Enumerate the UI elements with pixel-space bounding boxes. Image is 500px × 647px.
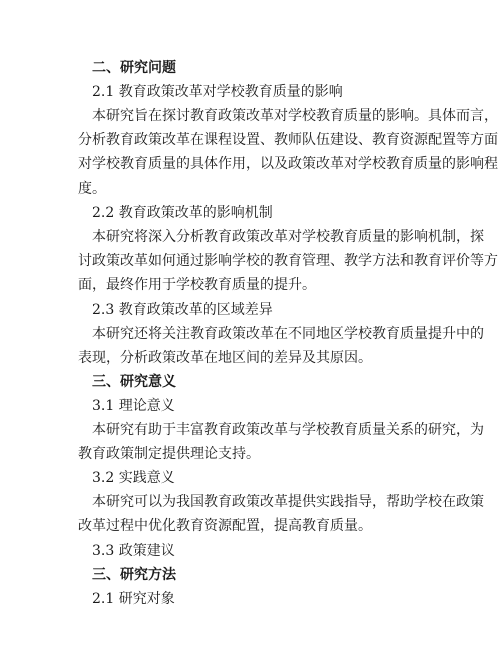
paragraph-line: 对学校教育质量的具体作用，以及政策改革对学校教育质量的影响程 (78, 156, 498, 173)
paragraph-line: 度。 (78, 180, 106, 197)
subsection-title-2-2: 2.2 教育政策改革的影响机制 (92, 205, 273, 221)
paragraph-2-3 (78, 322, 484, 370)
subsection-title-2-1: 2.1 教育政策改革对学校教育质量的影响 (92, 84, 343, 100)
subsection-title-3-1: 3.1 理论意义 (92, 398, 175, 414)
paragraph-line: 改革过程中优化教育资源配置，提高教育质量。 (78, 518, 372, 535)
section-heading-research-significance: 三、研究意义 (92, 374, 176, 390)
paragraph-line: 教育政策制定提供理论支持。 (78, 446, 260, 463)
section-heading-research-methods: 三、研究方法 (92, 567, 176, 583)
paragraph-2-1 (78, 104, 498, 201)
paragraph-line: 本研究还将关注教育政策改革在不同地区学校教育质量提升中的 (92, 326, 484, 342)
paragraph-line: 表现，分析政策改革在地区间的差异及其原因。 (78, 350, 372, 367)
subsection-title-3-2: 3.2 实践意义 (92, 470, 175, 486)
paragraph-line: 本研究可以为我国教育政策改革提供实践指导，帮助学校在政策 (92, 494, 484, 510)
paragraph-line: 本研究有助于丰富教育政策改革与学校教育质量关系的研究，为 (92, 422, 484, 438)
paragraph-3-1 (78, 418, 484, 466)
paragraph-line: 面，最终作用于学校教育质量的提升。 (78, 277, 316, 294)
paragraph-2-2 (78, 225, 498, 298)
paragraph-line: 讨政策改革如何通过影响学校的教育管理、教学方法和教育评价等方 (78, 253, 498, 270)
subsection-title-3-3: 3.3 政策建议 (92, 543, 175, 559)
paragraph-line: 分析教育政策改革在课程设置、教师队伍建设、教育资源配置等方面 (78, 132, 498, 149)
section-heading-research-questions: 二、研究问题 (92, 60, 176, 76)
paragraph-line: 本研究将深入分析教育政策改革对学校教育质量的影响机制，探 (92, 229, 484, 245)
paragraph-line: 本研究旨在探讨教育政策改革对学校教育质量的影响。具体而言， (92, 108, 498, 124)
paragraph-3-2 (78, 490, 484, 538)
subsection-title-research-subjects: 2.1 研究对象 (92, 591, 175, 607)
subsection-title-2-3: 2.3 教育政策改革的区域差异 (92, 302, 273, 318)
